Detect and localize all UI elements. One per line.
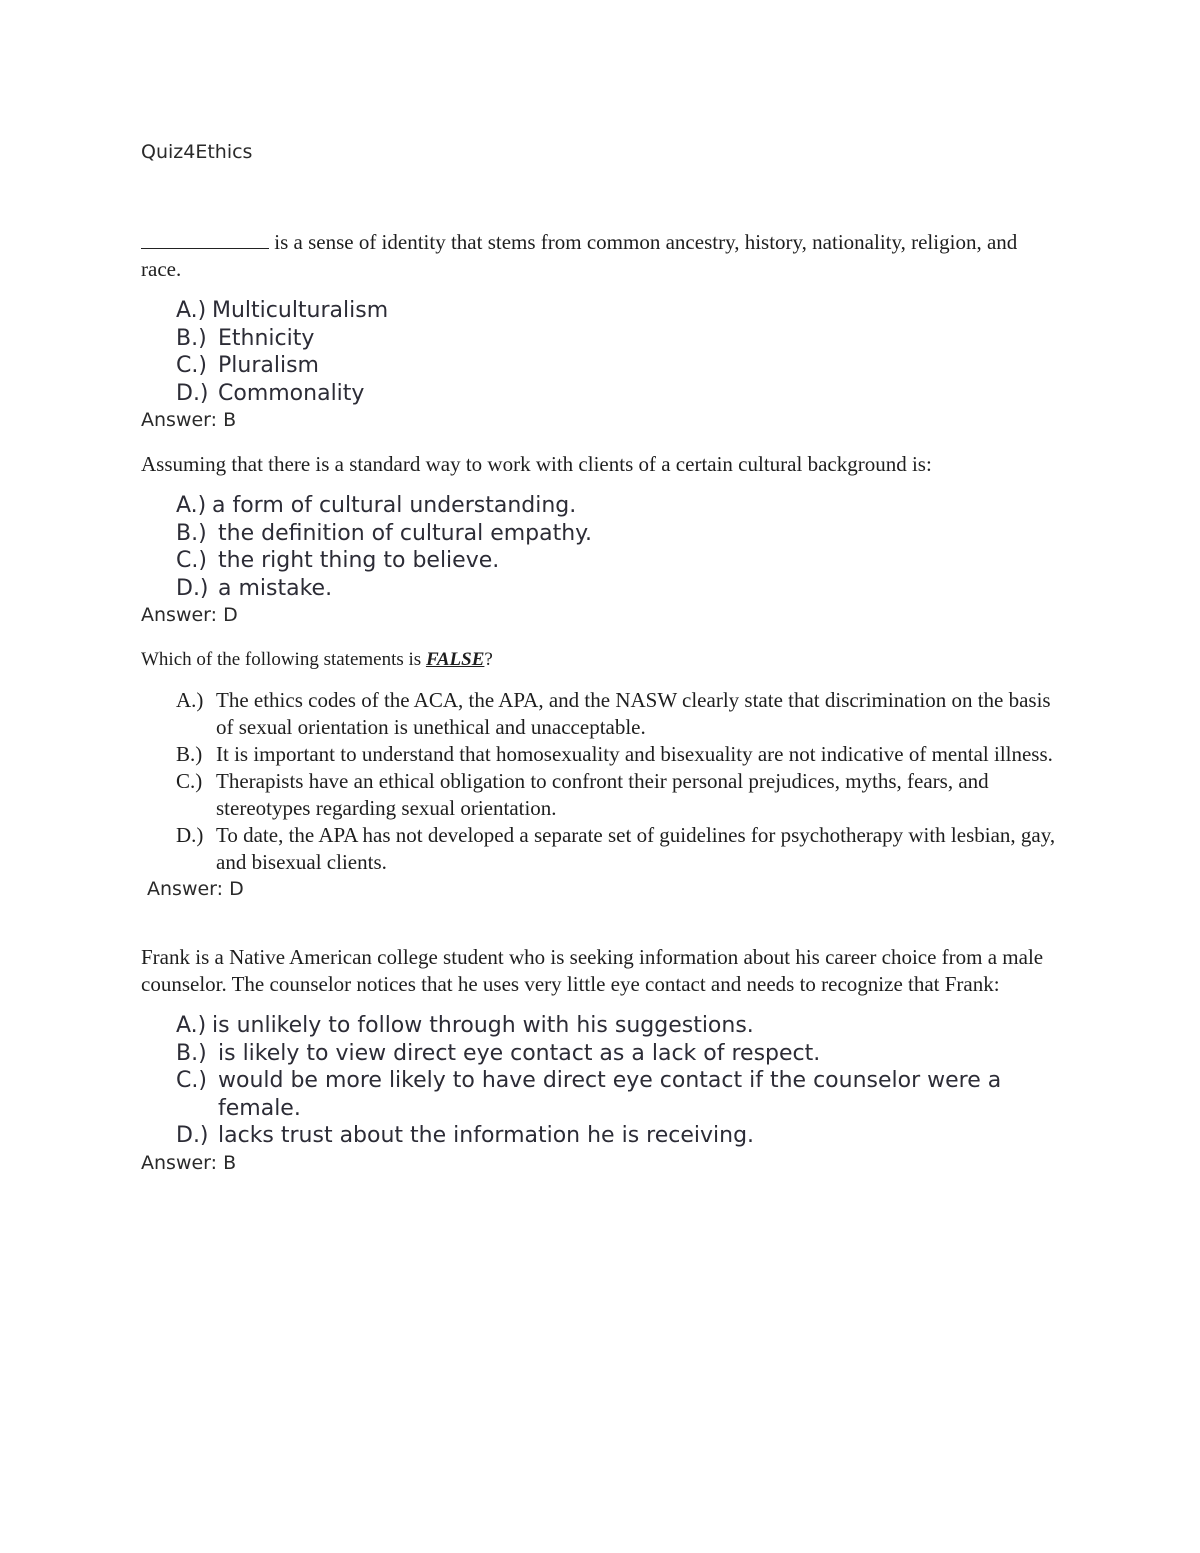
option-text: To date, the APA has not developed a separate set of guidelines for psychotherapy with lesbian, gay, and bisexual clients. [216, 823, 1056, 874]
fill-in-blank [141, 228, 269, 249]
option-letter: C.) [176, 548, 207, 573]
answer-line: Answer: D [147, 878, 244, 900]
option-b [141, 520, 1061, 548]
option-letter: B.) [176, 520, 207, 546]
option-text: is unlikely to follow through with his suggestions. [212, 1013, 754, 1038]
option-text: Pluralism [218, 353, 319, 378]
option-d [141, 380, 1061, 408]
answer-line: Answer: B [141, 1151, 237, 1174]
option-a [141, 297, 1061, 325]
option-letter: A.) [176, 688, 204, 712]
question-1 [141, 228, 1061, 433]
option-list [141, 297, 1061, 407]
option-c [141, 352, 1061, 380]
option-a [141, 1012, 1061, 1040]
option-letter: A.) [176, 298, 207, 323]
question-stem: Assuming that there is a standard way to work with clients of a certain cultural background is: [141, 452, 932, 476]
option-letter: C.) [176, 1068, 207, 1093]
option-letter: C.) [176, 353, 207, 378]
option-text: Therapists have an ethical obligation to confront their personal prejudices, myths, fears, and stereotypes regarding sexual orientation. [216, 769, 989, 820]
option-b [141, 325, 1061, 353]
option-letter: B.) [176, 742, 203, 766]
option-d [141, 822, 1061, 876]
question-3 [141, 646, 1061, 902]
option-text: It is important to understand that homosexuality and bisexuality are not indicative of mental illness. [216, 742, 1053, 766]
option-text: lacks trust about the information he is receiving. [218, 1123, 755, 1148]
option-text: The ethics codes of the ACA, the APA, and the NASW clearly state that discrimination on the basis of sexual orientation is unethical and unacceptable. [216, 688, 1051, 739]
option-letter: D.) [176, 575, 209, 601]
option-text: a mistake. [218, 575, 333, 601]
question-stem-text: Which of the following statements is [141, 649, 426, 670]
question-stem-suffix: ? [484, 649, 493, 670]
option-letter: D.) [176, 380, 209, 406]
option-letter: A.) [176, 493, 207, 518]
document-title: Quiz4Ethics [141, 141, 253, 163]
question-stem-text: is a sense of identity that stems from common ancestry, history, nationality, religion, and race. [141, 230, 1018, 281]
option-list [141, 1012, 1061, 1150]
option-a [141, 687, 1061, 741]
question-4 [141, 944, 1061, 1176]
option-letter: C.) [176, 769, 203, 793]
option-text: the definition of cultural empathy. [218, 520, 593, 546]
option-d [141, 575, 1061, 603]
option-letter: A.) [176, 1013, 207, 1038]
option-text: Multiculturalism [212, 298, 389, 323]
answer-line: Answer: D [141, 604, 238, 626]
answer-line: Answer: B [141, 409, 237, 431]
option-letter: B.) [176, 325, 207, 351]
option-text: Commonality [218, 380, 365, 406]
option-list [141, 687, 1061, 876]
option-text: would be more likely to have direct eye contact if the counselor were a female. [218, 1068, 1002, 1121]
question-stem [141, 646, 1061, 673]
question-2 [141, 451, 1061, 628]
option-text: a form of cultural understanding. [212, 493, 577, 518]
option-b [141, 741, 1061, 768]
option-text: the right thing to believe. [218, 548, 500, 573]
option-letter: B.) [176, 1040, 207, 1066]
option-text: Ethnicity [218, 325, 315, 351]
option-c [141, 547, 1061, 575]
option-d [141, 1122, 1061, 1150]
option-text: is likely to view direct eye contact as a lack of respect. [218, 1040, 821, 1066]
option-list [141, 492, 1061, 602]
option-b [141, 1040, 1061, 1068]
option-c [141, 1067, 1061, 1122]
option-a [141, 492, 1061, 520]
option-letter: D.) [176, 823, 204, 847]
question-stem [141, 228, 1061, 283]
option-letter: D.) [176, 1123, 209, 1148]
question-stem: Frank is a Native American college student who is seeking information about his career choice from a male counselor. The counselor notices that he uses very little eye contact and needs to recognize that Frank: [141, 945, 1044, 996]
option-c [141, 768, 1061, 822]
emphasis-false: FALSE [425, 649, 485, 670]
